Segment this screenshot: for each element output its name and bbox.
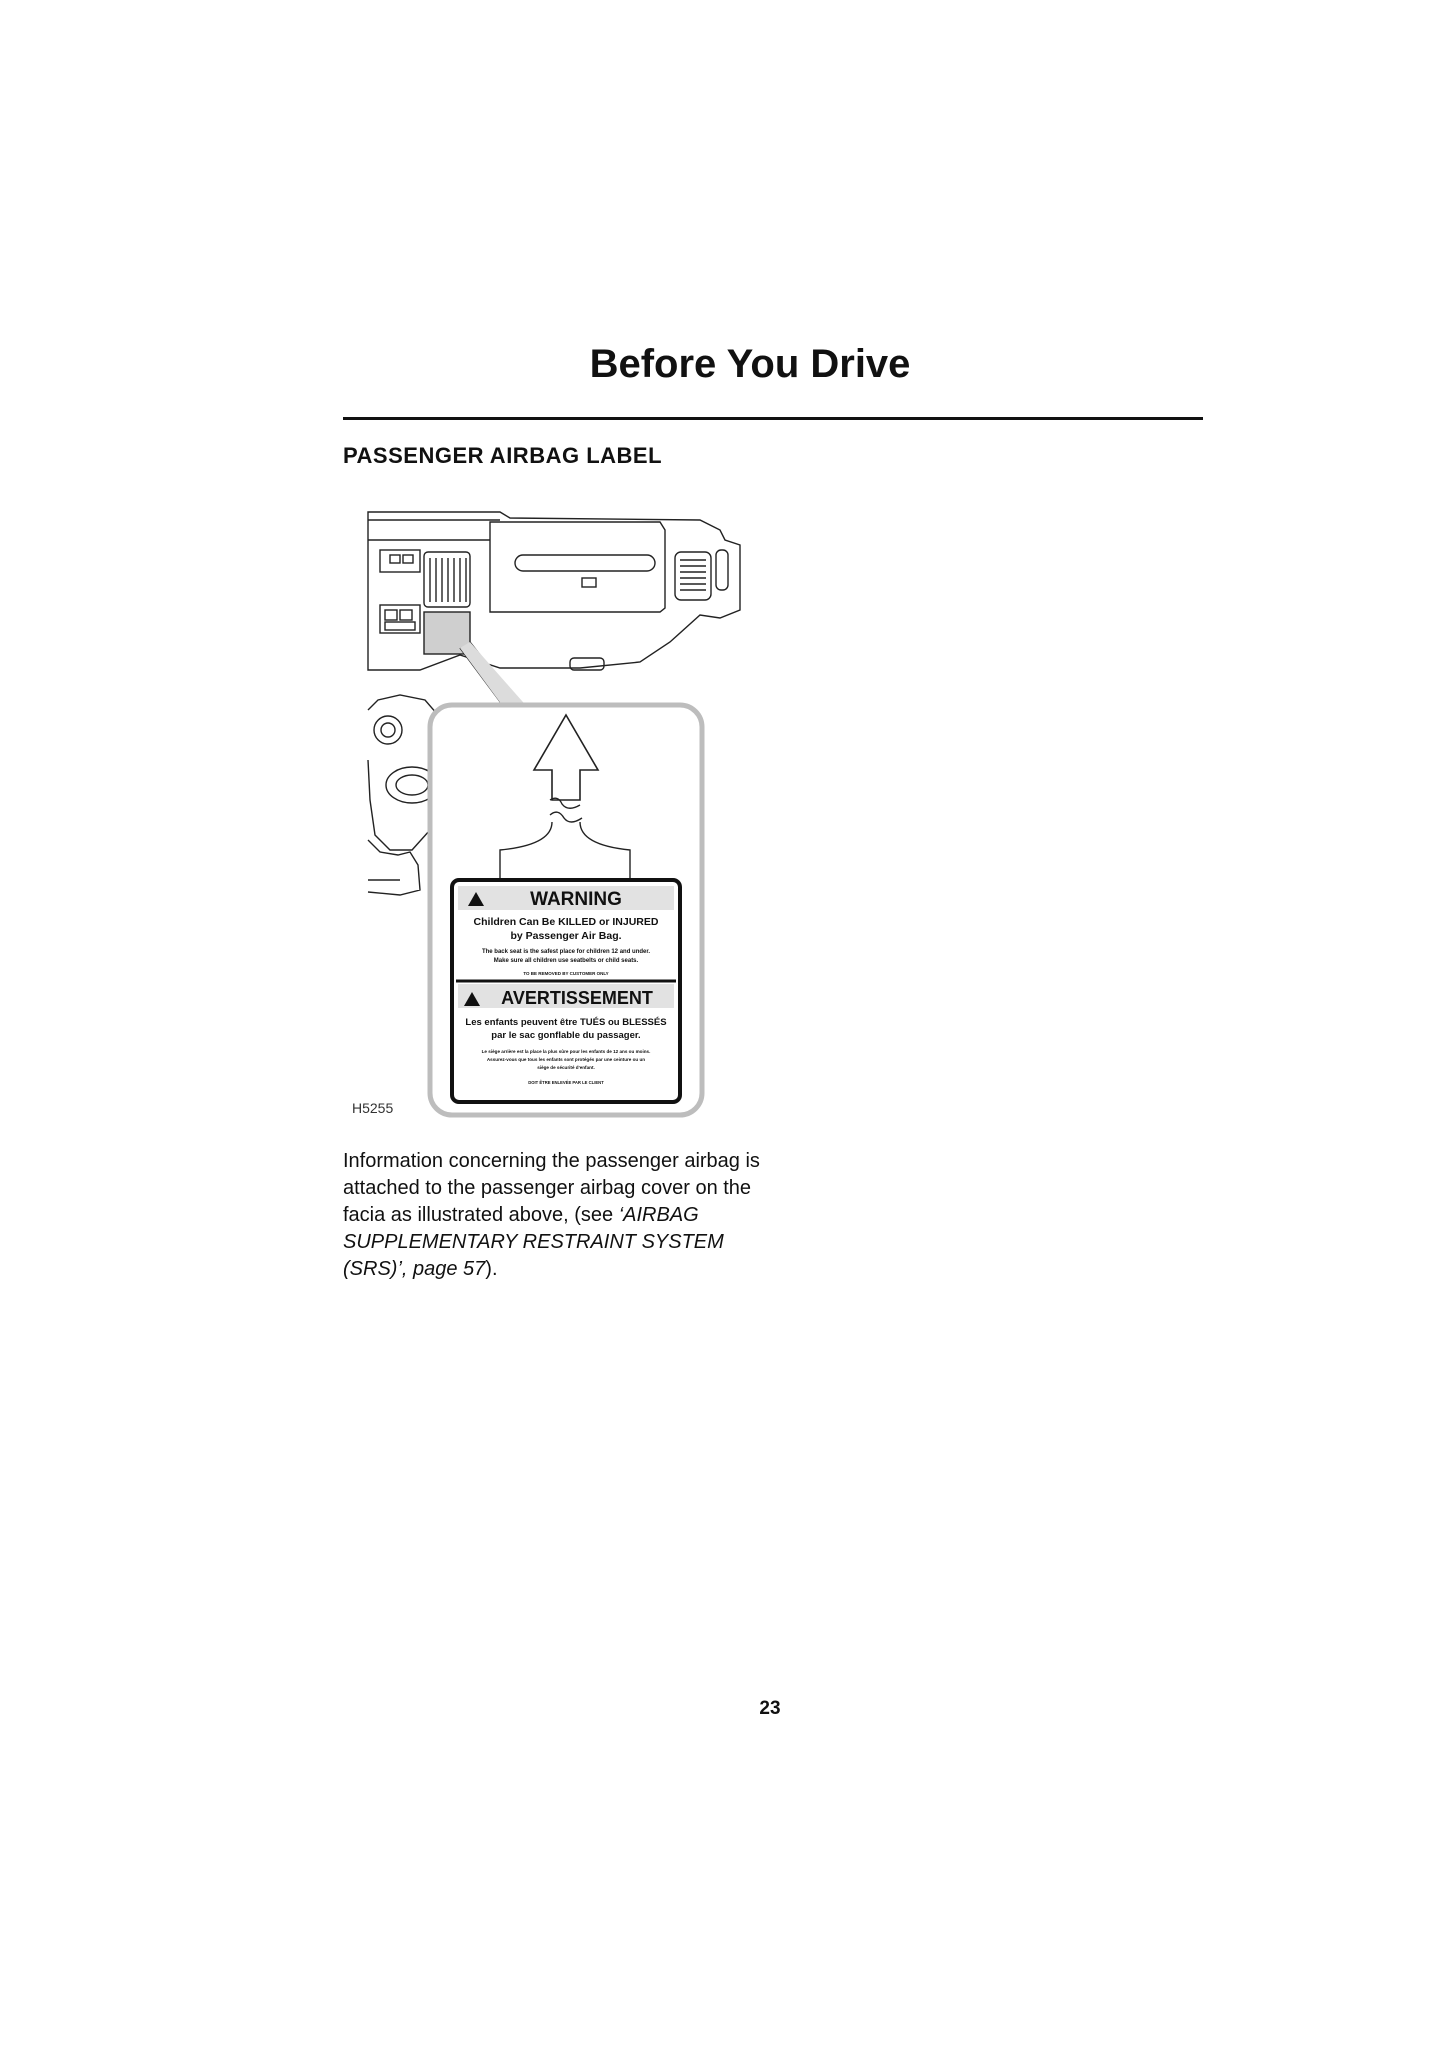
title-rule [343,417,1203,420]
avertissement-heading: AVERTISSEMENT [501,988,653,1008]
fr-line-1: Les enfants peuvent être TUÉS ou BLESSÉS [465,1017,667,1028]
body-paragraph [343,1148,763,1283]
warning-line-1: Children Can Be KILLED or INJURED [473,916,659,928]
fr-line-2: par le sac gonflable du passager. [491,1030,641,1041]
fr-small-3: siège de sécurité d'enfant. [537,1065,595,1070]
warning-small-1: The back seat is the safest place for children 12 and under. [481,949,651,955]
fr-small-1: Le siège arrière est la place la plus sûre pour les enfants de 12 ans ou moins. [481,1049,651,1054]
body-text-before: Information concerning the passenger airbag is attached to the passenger airbag cover on the facia as illustrated above, (see [343,1150,760,1226]
warning-small-2: Make sure all children use seatbelts or child seats. [493,958,639,964]
airbag-label-illustration [340,500,760,1120]
cross-reference: ‘AIRBAG SUPPLEMENTARY RESTRAINT SYSTEM (SRS)’, page 57 [343,1204,724,1280]
section-heading: PASSENGER AIRBAG LABEL [343,443,663,468]
fr-small-2: Assurez-vous que tous les enfants sont protégés par une ceinture ou un [486,1057,646,1062]
page-title: Before You Drive [589,342,911,386]
page-number: 23 [759,1698,781,1719]
warning-heading: WARNING [530,889,622,910]
warning-line-2: by Passenger Air Bag. [510,930,622,942]
fr-remove-note: DOIT ÊTRE ENLEVÉE PAR LE CLIENT [528,1080,604,1085]
figure-id: H5255 [352,1100,394,1116]
warning-remove-note: TO BE REMOVED BY CUSTOMER ONLY [523,971,609,976]
body-text-after: ). [485,1258,498,1280]
